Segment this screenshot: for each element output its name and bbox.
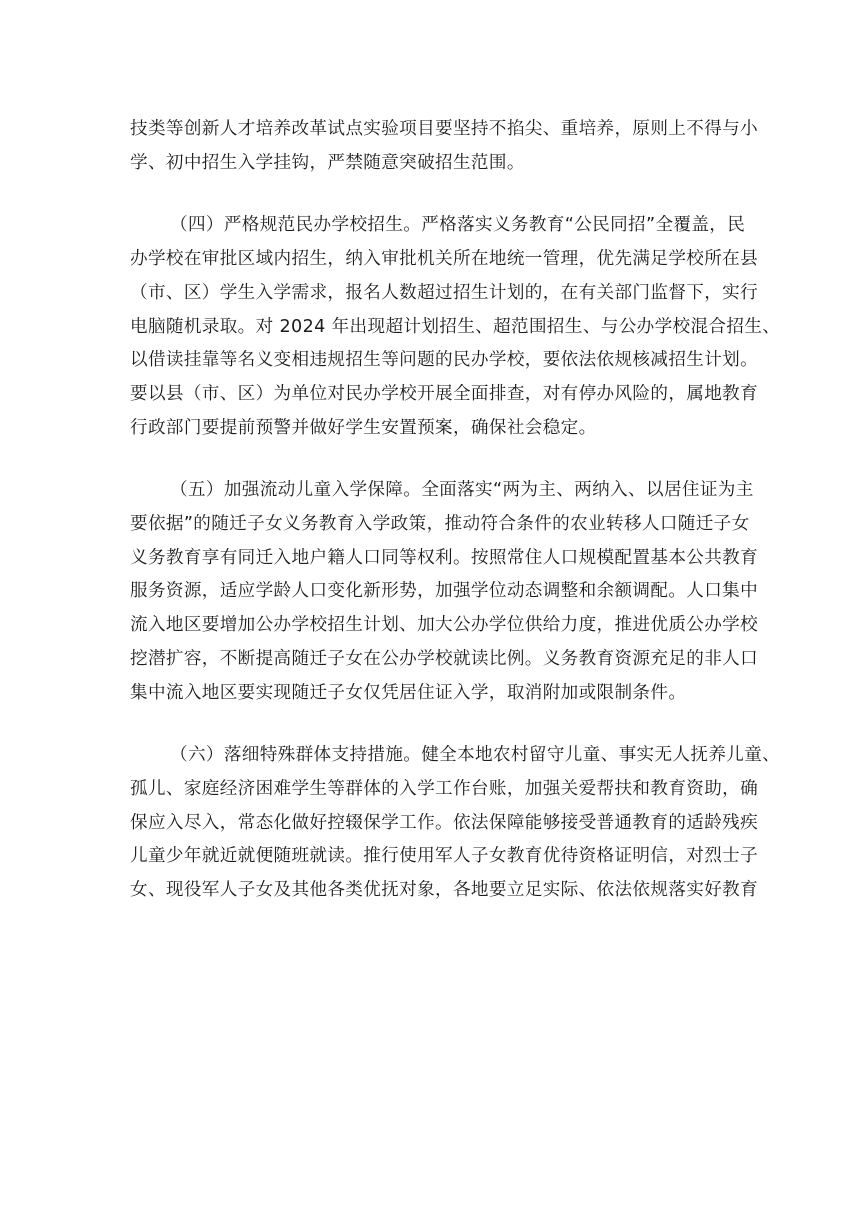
- paragraph-gap: [130, 180, 736, 209]
- text-line: 学、初中招生入学挂钩，严禁随意突破招生范围。: [130, 152, 525, 173]
- text-line: 保应入尽入，常态化做好控辍保学工作。依法保障能够接受普通教育的适龄残疾: [130, 812, 759, 833]
- text-line: 孤儿、家庭经济困难学生等群体的入学工作台账，加强关爱帮扶和教育资助，确: [130, 778, 759, 799]
- text-line: 义务教育享有同迁入地户籍人口同等权利。按照常住人口规模配置基本公共教育: [130, 547, 759, 568]
- text-line: 女、现役军人子女及其他各类优抚对象，各地要立足实际、依法依规落实好教育: [130, 880, 759, 901]
- text-line: 挖潜扩容，不断提高随迁子女在公办学校就读比例。义务教育资源充足的非人口: [130, 648, 759, 669]
- text-line: 办学校在审批区域内招生，纳入审批机关所在地统一管理，优先满足学校所在县: [130, 249, 759, 270]
- paragraph-gap: [130, 710, 736, 739]
- text-line: 流入地区要增加公办学校招生计划、加大公办学位供给力度，推进优质公办学校: [130, 615, 759, 636]
- paragraph-continuation: [130, 113, 759, 180]
- paragraph-special-groups: [130, 739, 781, 908]
- text-line: 儿童少年就近就便随班就读。推行使用军人子女教育优待资格证明信，对烈士子: [130, 846, 759, 867]
- paragraph-gap: [130, 445, 736, 474]
- text-line: 以借读挂靠等名义变相违规招生等问题的民办学校，要依法依规核减招生计划。: [130, 350, 759, 371]
- text-line: 要依据”的随迁子女义务教育入学政策，推动符合条件的农业转移人口随迁子女: [130, 514, 750, 535]
- paragraph-migrant-children: [130, 474, 759, 710]
- text-line: 电脑随机录取。对 2024 年出现超计划招生、超范围招生、与公办学校混合招生、: [130, 316, 781, 337]
- text-line: （四）严格规范民办学校招生。严格落实义务教育“公民同招”全覆盖，民: [170, 215, 746, 236]
- paragraph-private-school-admission: [130, 209, 781, 445]
- text-line: 服务资源，适应学龄人口变化新形势，加强学位动态调整和余额调配。人口集中: [130, 581, 759, 602]
- text-line: 集中流入地区要实现随迁子女仅凭居住证入学，取消附加或限制条件。: [130, 682, 687, 703]
- text-line: （五）加强流动儿童入学保障。全面落实“两为主、两纳入、以居住证为主: [170, 480, 754, 501]
- text-line: 技类等创新人才培养改革试点实验项目要坚持不掐尖、重培养，原则上不得与小: [130, 119, 759, 139]
- text-line: （市、区）学生入学需求，报名人数超过招生计划的，在有关部门监督下，实行: [130, 282, 759, 303]
- text-line: 要以县（市、区）为单位对民办学校开展全面排查，对有停办风险的，属地教育: [130, 383, 759, 404]
- text-line: （六）落细特殊群体支持措施。健全本地农村留守儿童、事实无人抚养儿童、: [170, 745, 781, 766]
- text-line: 行政部门要提前预警并做好学生安置预案，确保社会稳定。: [130, 417, 597, 438]
- document-body: [130, 113, 781, 908]
